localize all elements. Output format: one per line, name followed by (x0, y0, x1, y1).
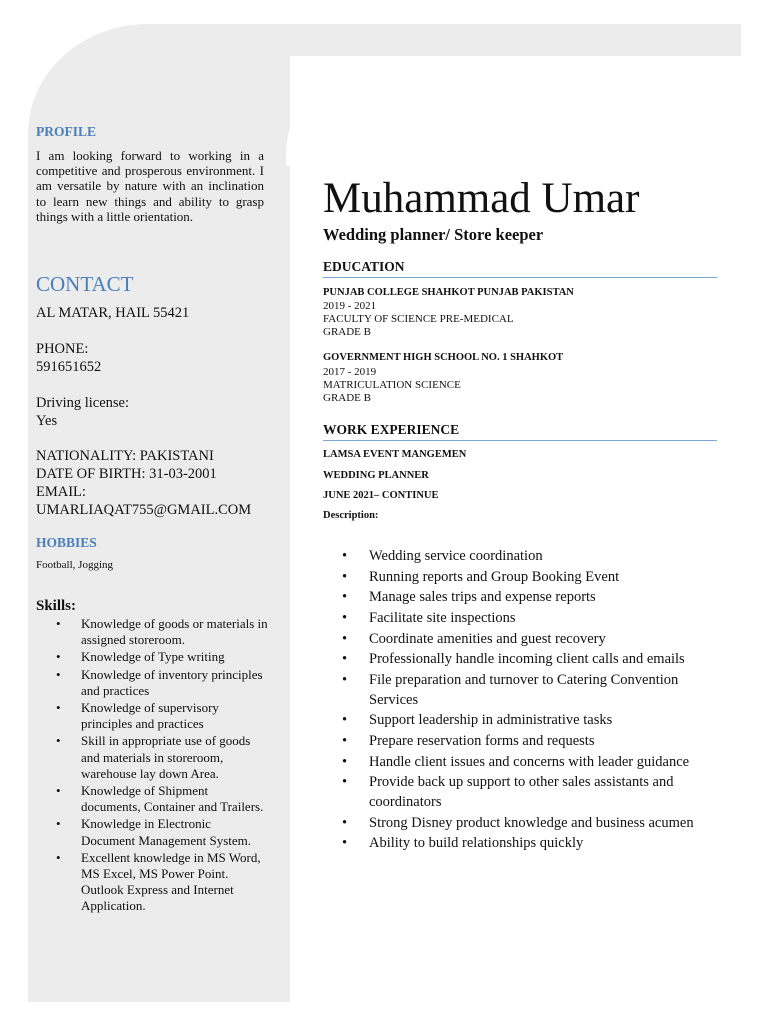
candidate-name: Muhammad Umar (323, 175, 640, 222)
skill-text: Knowledge of Type writing (81, 649, 225, 665)
profile-heading: PROFILE (36, 124, 97, 139)
bullet-icon: • (56, 733, 61, 749)
description-label: Description: (323, 510, 379, 521)
list-item (340, 834, 720, 854)
bullet-icon: • (342, 630, 348, 647)
duty-text: Running reports and Group Booking Event (369, 568, 620, 585)
skill-text: Skill in appropriate use of goods and materials in storeroom, warehouse lay down Area. (81, 733, 251, 781)
email-value: UMARLIAQAT755@GMAIL.COM (36, 502, 252, 518)
bullet-icon: • (342, 610, 348, 627)
role-name: WEDDING PLANNER (323, 470, 429, 481)
school-grade: GRADE B (323, 392, 371, 404)
list-item (340, 814, 720, 834)
bullet-icon: • (342, 774, 348, 791)
list-item (340, 630, 720, 650)
skill-text: Knowledge of supervisory principles and practices (81, 700, 219, 732)
school-name: GOVERNMENT HIGH SCHOOL NO. 1 SHAHKOT (323, 352, 564, 363)
bullet-icon: • (56, 649, 61, 665)
list-item (340, 732, 720, 752)
license-value: Yes (36, 413, 58, 429)
bullet-icon: • (342, 753, 348, 770)
bullet-icon: • (56, 666, 61, 682)
phone-label: PHONE: (36, 341, 89, 357)
duties-list (340, 547, 720, 855)
phone-value: 591651652 (36, 359, 102, 375)
list-item (340, 609, 720, 629)
duty-text: File preparation and turnover to Catering Convention Services (369, 672, 679, 708)
list-item (36, 816, 268, 848)
bullet-icon: • (342, 733, 348, 749)
curve-cutout (286, 56, 396, 166)
duty-text: Support leadership in administrative tasks (369, 712, 613, 729)
duty-text: Manage sales trips and expense reports (369, 589, 596, 606)
duty-text: Handle client issues and concerns with leader guidance (369, 753, 690, 770)
duty-text: Provide back up support to other sales assistants and coordinators (369, 774, 674, 810)
nationality: NATIONALITY: PAKISTANI (36, 448, 214, 464)
duty-text: Ability to build relationships quickly (369, 835, 584, 852)
list-item (36, 783, 268, 815)
education-heading: EDUCATION (323, 259, 717, 278)
company-name: LAMSA EVENT MANGEMEN (323, 449, 467, 460)
bullet-icon: • (342, 712, 348, 729)
license-label: Driving license: (36, 395, 130, 411)
school-program: FACULTY OF SCIENCE PRE-MEDICAL (323, 313, 514, 325)
bullet-icon: • (342, 814, 348, 831)
list-item (340, 671, 720, 710)
list-item (36, 850, 268, 915)
list-item (340, 547, 720, 567)
hobbies-text: Football, Jogging (36, 559, 114, 571)
list-item (36, 733, 268, 782)
skill-text: Excellent knowledge in MS Word, MS Excel, MS Power Point. Outlook Express and Internet Application. (81, 849, 261, 914)
skills-list (36, 616, 268, 916)
work-period: JUNE 2021– CONTINUE (323, 490, 439, 501)
profile-text: I am looking forward to working in a competitive and prosperous environment. I am versatile by nature with an inclination to learn new things and ability to grasp things with a little orientation. (36, 148, 264, 224)
address: AL MATAR, HAIL 55421 (36, 305, 190, 321)
bullet-icon: • (56, 849, 61, 865)
bullet-icon: • (342, 835, 348, 852)
bullet-icon: • (342, 568, 348, 585)
bullet-icon: • (342, 672, 348, 689)
skill-text: Knowledge of Shipment documents, Container and Trailers. (81, 783, 264, 815)
list-item (36, 616, 268, 648)
duty-text: Professionally handle incoming client calls and emails (369, 651, 685, 668)
contact-heading: CONTACT (36, 272, 134, 296)
hobbies-heading: HOBBIES (36, 535, 97, 550)
school-grade: GRADE B (323, 326, 371, 338)
duty-text: Strong Disney product knowledge and business acumen (369, 814, 694, 831)
skills-heading: Skills: (36, 598, 77, 614)
list-item (340, 650, 720, 670)
list-item (340, 773, 720, 812)
school-program: MATRICULATION SCIENCE (323, 379, 461, 391)
duty-text: Prepare reservation forms and requests (369, 733, 595, 749)
bullet-icon: • (342, 589, 348, 606)
job-title: Wedding planner/ Store keeper (323, 225, 544, 244)
list-item (36, 649, 268, 665)
bullet-icon: • (56, 616, 61, 631)
skill-text: Knowledge of goods or materials in assigned storeroom. (81, 616, 268, 648)
duty-text: Wedding service coordination (369, 548, 543, 564)
header-band (280, 24, 741, 56)
date-of-birth: DATE OF BIRTH: 31-03-2001 (36, 466, 217, 482)
email-label: EMAIL: (36, 484, 86, 500)
list-item (36, 667, 268, 699)
school-name: PUNJAB COLLEGE SHAHKOT PUNJAB PAKISTAN (323, 287, 574, 298)
list-item (340, 588, 720, 608)
list-item (36, 700, 268, 732)
list-item (340, 753, 720, 773)
duty-text: Coordinate amenities and guest recovery (369, 630, 606, 647)
bullet-icon: • (342, 651, 348, 668)
list-item (340, 568, 720, 588)
bullet-icon: • (56, 700, 61, 716)
list-item (340, 711, 720, 731)
skill-text: Knowledge of inventory principles and practices (81, 666, 263, 698)
duty-text: Facilitate site inspections (369, 610, 516, 627)
bullet-icon: • (342, 548, 348, 564)
work-heading: WORK EXPERIENCE (323, 422, 717, 441)
school-years: 2019 - 2021 (323, 300, 377, 312)
bullet-icon: • (56, 816, 61, 832)
bullet-icon: • (56, 783, 61, 799)
skill-text: Knowledge in Electronic Document Management System. (81, 816, 252, 848)
school-years: 2017 - 2019 (323, 366, 377, 378)
